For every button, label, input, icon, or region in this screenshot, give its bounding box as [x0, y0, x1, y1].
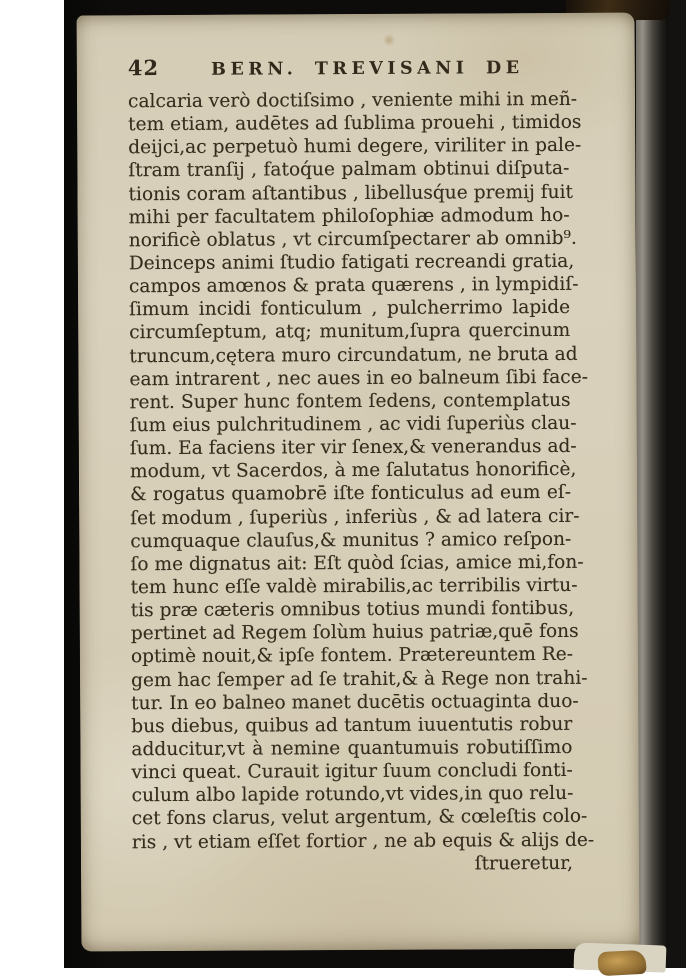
- text-line: norificè oblatus , vt circumſpectarer ab omnib⁹.: [128, 227, 577, 252]
- text-line: truncum,cętera muro circundatum, ne bruta ad: [129, 343, 578, 367]
- text-line: vinci queat. Curauit igitur ſuum concludi fonti-: [131, 759, 573, 784]
- text-line: eam intrarent , nec aues in eo balneum ſibi face-: [129, 366, 589, 390]
- book-page: [77, 13, 640, 952]
- text-line: tur. In eo balneo manet ducētis octuaginta duo-: [131, 690, 579, 714]
- text-line: rent. Super hunc fontem ſedens, contemplatus: [129, 389, 571, 414]
- book-fore-edge: [636, 8, 666, 958]
- text-line: ſtram tranſij , fatoq́ue palmam obtinui diſputa-: [128, 158, 570, 182]
- text-line: culum albo lapide rotundo,vt vides,in quo relu-: [131, 783, 574, 807]
- page-number: 42: [127, 55, 160, 81]
- text-line: modum, vt Sacerdos, à me ſalutatus honorificè,: [129, 459, 577, 483]
- text-line: tem etiam, audētes ad ſublima prouehi , timidos: [128, 111, 582, 136]
- text-line: adducitur,vt à nemine quantumuis robutiſſimo: [131, 736, 573, 761]
- page-header: [128, 53, 569, 81]
- running-title: BERN. TREVISANI DE: [211, 58, 524, 80]
- text-line: ris , vt etiam eſſet fortior , ne ab equis & alijs de-: [131, 829, 595, 853]
- text-line: Deinceps animi ſtudio fatigati recreandi gratia,: [128, 250, 575, 275]
- text-line: cumquaque clauſus,& munitus ? amico reſpon-: [130, 528, 572, 552]
- text-line: tionis coram aſtantibus , libellusq́ue premij fuit: [128, 181, 574, 205]
- book-edge-fragment: [597, 950, 646, 976]
- text-line: optimè nouit,& ipſe fontem. Prætereuntem Re-: [130, 644, 574, 668]
- text-line: calcaria verò doctiſsimo , veniente mihi in meñ-: [127, 88, 578, 113]
- text-line: cet fons clarus, velut argentum, & cœleſtis colo-: [131, 806, 588, 830]
- text-line: ſimum incidi fonticulum , pulcherrimo lapide: [129, 297, 571, 321]
- text-line: campos amœnos & prata quærens , in lympidiſ-: [128, 273, 579, 298]
- text-line: mihi per facultatem philoſophiæ admodum ho-: [128, 204, 570, 228]
- text-line: ſo me dignatus ait: Eſt quòd ſcias, amice mi,fon-: [130, 551, 584, 576]
- text-line: deijci,ac perpetuò humi degere, viriliter in pale-: [128, 135, 582, 159]
- catchword: ſtrueretur,: [474, 852, 574, 875]
- text-line: pertinet ad Regem ſolùm huius patriæ,quē fons: [130, 621, 579, 645]
- body-text: [127, 88, 595, 854]
- text-line: tem hunc eſſe valdè mirabilis,ac terribilis virtu-: [130, 574, 578, 599]
- text-line: ſum eius pulchritudinem , ac vidi ſuperiùs clau-: [129, 412, 577, 437]
- text-line: bus diebus, quibus ad tantum iuuentutis robur: [131, 713, 573, 737]
- text-line: circumſeptum, atq; munitum,ſupra quercinum: [129, 320, 571, 344]
- text-line: & rogatus quamobrē iſte fonticulus ad eum eſ-: [130, 482, 572, 506]
- text-line: ſum. Ea faciens iter vir ſenex,& venerandus ad-: [129, 435, 577, 460]
- text-line: ſet modum , ſuperiùs , inferiùs , & ad latera cir-: [130, 505, 580, 529]
- text-line: gem hac ſemper ad ſe trahit,& à Rege non trahi-: [130, 667, 588, 691]
- text-line: tis præ cæteris omnibus totius mundi fontibus,: [130, 597, 575, 622]
